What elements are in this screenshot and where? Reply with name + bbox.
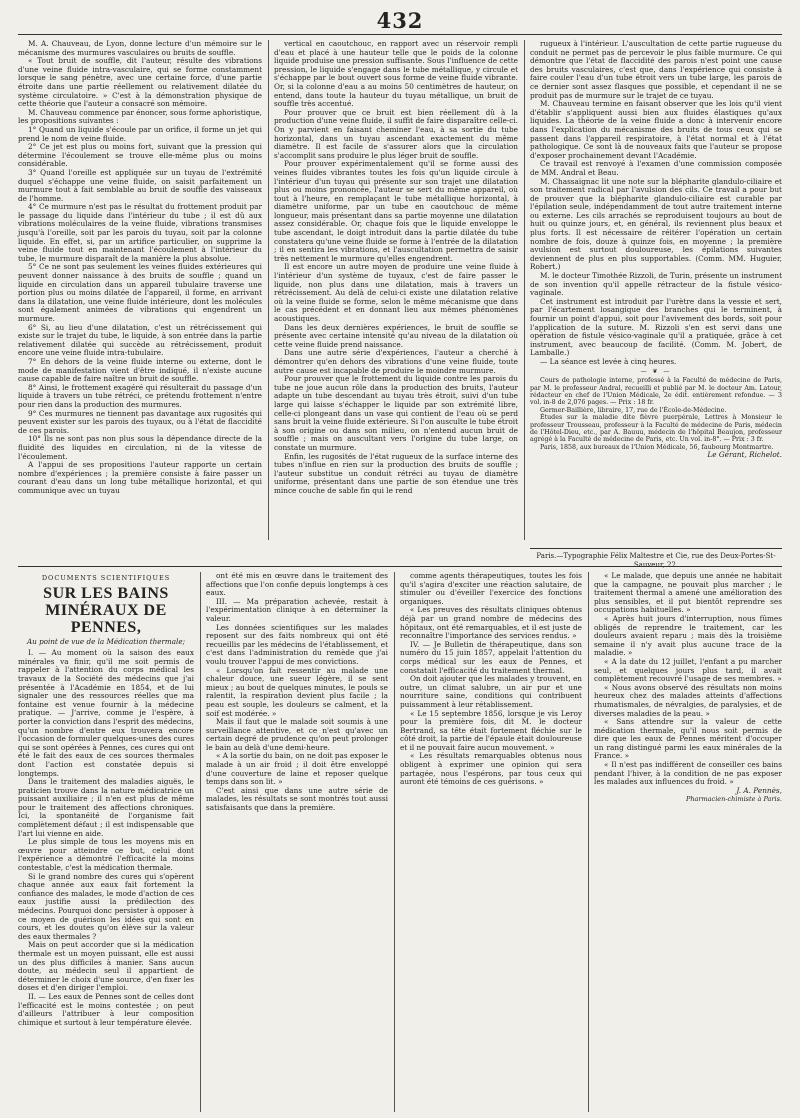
paragraph: Dans une autre série d'expériences, l'auteur a cherché à démontrer qu'en dehors des vibrations d'une veine fluide, toute autre cause est incapable de produire le moindre murmure. — [274, 348, 518, 375]
paragraph: « Le 15 septembre 1856, lorsque je vis Leroy pour la première fois, dit M. le docteur Bertrand, sa tête était fortement fléchie sur le côté droit, la partie de l'épaule était douloureuse et il ne pouvait faire aucun mouvement. » — [400, 708, 582, 752]
paragraph: M. A. Chauveau, de Lyon, donne lecture d'un mémoire sur le mécanisme des murmures vasculaires ou bruits de souffle. — [18, 39, 262, 57]
paragraph: On doit ajouter que les malades y trouvent, en outre, un climat salubre, un air pur et une nourriture saine, conditions qui contribuent puissamment à leur rétablissement. — [400, 674, 582, 709]
paragraph: « Après huit jours d'interruption, nous fûmes obligés de reprendre le traitement, car les douleurs avaient reparu ; mais dès la troisième semaine il n'y avait plus aucune trace de la maladie. » — [594, 613, 782, 658]
article-subtitle: Au point de vue de la Médication thermale; — [26, 636, 186, 646]
paragraph: vertical en caoutchouc, en rapport avec un réservoir rempli d'eau et placé à une hauteur telle que le poids de la colonne liquide produise une pression suffisante. Sous l'influence de cette pression, le liquide s'engage dans le tube métallique, y circule et s'échappe par le bout ouvert sous forme de veine fluide vibrante. Or, si la colonne d'eau a au moins 50 centimètres de hauteur, on entend, dans toute la hauteur du tuyau métallique, un bruit de souffle très accentué. — [274, 39, 518, 109]
paragraph: III. — Ma préparation achevée, restait à l'expérimentation clinique à en déterminer la valeur. — [206, 596, 388, 623]
paragraph: Mais on peut accorder que si la médication thermale est un moyen puissant, elle est aussi un des plus difficiles à manier. Sans aucun doute, au médecin seul il appartient de déterminer le choix d'une source, d'en fixer les doses et d'en diriger l'emploi. — [18, 940, 194, 993]
paragraph: — La séance est levée à cinq heures. — [540, 356, 677, 366]
paragraph: IV. — Je Bulletin de thérapeutique, dans son numéro du 15 juin 1857, appelait l'attention du corps médical sur les eaux de Pennes, et constatait l'efficacité du traitement thermal. — [400, 639, 582, 675]
author-role: Pharmacien-chimiste à Paris. — [685, 795, 782, 804]
header-rule — [18, 34, 782, 35]
paragraph: « Nous avons observé des résultats non moins heureux chez des malades atteints d'affections rhumatismales, de névralgies, de paralysies, et de diverses maladies de la peau. » — [594, 682, 782, 718]
gerant: Le Gérant, Richelot. — [707, 450, 782, 460]
paragraph: Dans les deux dernières expériences, le bruit de souffle se présente avec certaine intensité qu'au niveau de la dilatation où cette veine fluide prend naissance. — [274, 322, 518, 349]
column-divider — [200, 572, 201, 1112]
paragraph: Le plus simple de tous les moyens mis en œuvre pour atteindre ce but, celui dont l'expérience a démontré l'efficacité la moins contestable, c'est la médication thermale. — [18, 837, 194, 873]
paragraph: Pour prouver que le frottement du liquide contre les parois du tube ne joue aucun rôle dans la production des bruits, l'auteur adapte un tube descendant au tuyau très étroit, suivi d'un tube large qui laisse s'échapper le liquide par son extrémité libre, celle-ci plongeant dans un vase qui contient de l'eau où se perd sans bruit la veine fluide extérieure. Si l'on ausculte le tube étroit à son origine ou dans son milieu, on n'entend aucun bruit de souffle ; mais on auscultant vers l'origine du tube large, on constate un murmure. — [274, 374, 518, 452]
paragraph: « Tout bruit de souffle, dit l'auteur, résulte des vibrations d'une veine fluide intra-vasculaire, qui se forme constamment lorsque le sang pénètre, avec une certaine force, d'une partie étroite dans une partie réellement ou relativement dilatée du système circulatoire. » C'est à la démonstration physique de cette théorie que l'auteur a consacré son mémoire. — [18, 56, 262, 109]
section-label: DOCUMENTS SCIENTIFIQUES — [41, 574, 171, 582]
paragraph: M. Chauveau termine en faisant observer que les lois qu'il vient d'établir s'appliquent aussi bien aux fluides élastiques qu'aux liquides. La théorie de la veine fluide a donc à intervenir encore dans l'explication du mécanisme des bruits de tous ceux qui se passent dans l'appareil respiratoire, à l'état normal et à l'état pathologique. Ce sont là de nouveaux faits que l'auteur se propose d'exposer prochainement devant l'Académie. — [530, 99, 782, 160]
bottom-column-2 — [206, 572, 388, 1112]
paragraph: « Il n'est pas indifférent de conseiller ces bains pendant l'hiver, à la condition de ne pas exposer les malades aux influences du froid. » — [594, 760, 782, 787]
page-number: 432 — [376, 8, 424, 33]
paragraph: « Les preuves des résultats cliniques obtenus déjà par un grand nombre de médecins des hôpitaux, ont été remarquables, et il est juste de reconnaître l'importance des services rendus. » — [400, 605, 582, 641]
paragraph: 1° Quand un liquide s'écoule par un orifice, il forme un jet qui prend le nom de veine fluide. — [18, 124, 262, 143]
top-column-3 — [530, 40, 782, 540]
paragraph: Mais il faut que le malade soit soumis à une surveillance attentive, et ce n'est qu'avec un certain degré de prudence qu'on peut prolonger le bain au delà d'une demi-heure. — [206, 717, 388, 752]
paragraph: Germer-Baillière, libraire, 17, rue de l'École-de-Médecine. — [540, 406, 727, 414]
paragraph: 8° Ainsi, le frottement exagéré qui résulterait du passage d'un liquide à travers un tube rétréci, ce prétendu frottement n'entre pour rien dans la production des murmures. — [18, 382, 262, 409]
paragraph: A l'appui de ses propositions l'auteur rapporte un certain nombre d'expériences ; la première consiste à faire passer un courant d'eau dans un long tube métallique horizontal, et qui communique avec un tuyau — [18, 460, 262, 495]
separator-ornament: — ❦ — — [640, 367, 672, 375]
top-column-2 — [274, 40, 518, 540]
paragraph: Paris, 1858, aux bureaux de l'Union Médicale, 56, faubourg Montmartre. — [540, 443, 774, 451]
paragraph: 10° Ils ne sont pas non plus sous la dépendance directe de la fluidité des liquides en circulation, ni de la vitesse de l'écoulement. — [18, 434, 262, 461]
paragraph: M. le docteur Timothée Rizzoli, de Turin, présente un instrument de son invention qu'il appelle rétracteur de la fistule vésico-vaginale. — [530, 271, 782, 298]
paragraph: 5° Ce ne sont pas seulement les veines fluides extérieures qui peuvent donner naissance à des bruits de souffle ; quand un liquide en circulation dans un appareil tubulaire traverse une portion plus ou moins dilatée de l'appareil, il forme, en arrivant dans la dilatation, une veine fluide intérieure, dont les molécules sont également animées de vibrations qui engendrent un murmure. — [18, 262, 262, 323]
author-signature: J. A. Pennès, — [736, 785, 782, 795]
paragraph: ont été mis en œuvre dans le traitement des affections que l'on confie depuis longtemps à ces eaux. — [206, 571, 388, 598]
paragraph: Cet instrument est introduit par l'urètre dans la vessie et sert, par l'écartement losangique des branches qui le terminent, à fournir un point d'appui, soit pour l'avivement des bords, soit pour l'application de la suture. M. Rizzoli s'en est servi dans une opération de fistule vésico-vaginale qu'il a pratiquée, grâce à cet instrument, avec beaucoup de facilité. (Comm. M. Jobert, de Lamballe.) — [530, 296, 782, 358]
column-divider — [524, 40, 525, 540]
column-divider — [394, 572, 395, 1112]
paragraph: Il est encore un autre moyen de produire une veine fluide à l'intérieur d'un système de tuyaux, c'est de faire passer le liquide, non plus dans une dilatation, mais à travers un rétrécissement. Au delà de celui-ci existe une dilatation relative où la veine fluide se forme, selon le même mécanisme que dans le cas précédent et en donnant lieu aux mêmes phénomènes acoustiques. — [274, 262, 518, 323]
paragraph: 9° Ces murmures ne tiennent pas davantage aux rugosités qui peuvent exister sur les parois des tuyaux, ou à l'état de flaccidité de ces parois. — [18, 408, 262, 435]
bottom-column-1 — [18, 572, 194, 1112]
paragraph: Enfin, les rugosités de l'état rugueux de la surface interne des tubes n'influe en rien sur la production des bruits de souffle ; l'auteur substitue un conduit rétréci au tuyau de diamètre uniforme, présentant dans une partie de son étendue une très mince couche de sable fin qui le rend — [274, 451, 518, 495]
paragraph: 3° Quand l'oreille est appliquée sur un tuyau de l'extrémité duquel s'échappe une veine fluide, on saisit parfaitement un murmure tout à fait semblable au bruit de souffle des vaisseaux de l'homme. — [18, 167, 262, 203]
bottom-column-3 — [400, 572, 582, 1112]
column-divider — [588, 572, 589, 1112]
imprint: Paris.—Typographie Félix Maltestre et Cie, rue des Deux-Portes-St-Sauveur, 22. — [536, 552, 776, 569]
paragraph: « A la sortie du bain, on ne doit pas exposer le malade à un air froid ; il doit être enveloppé d'une couverture de laine et reposer quelque temps dans son lit. » — [206, 751, 388, 787]
column-divider — [268, 40, 269, 540]
academy-report — [530, 40, 782, 367]
paragraph: Si le grand nombre des cures qui s'opèrent chaque année aux eaux fait fortement la confiance des malades, le mode d'action de ces eaux justifie aussi la prédilection des médecins. Pourquoi donc persister à opposer à ce moyen de guérison les idées qui sont en cours, et les doutes qu'on élève sur la valeur des eaux thermales ? — [18, 871, 194, 941]
paragraph: « Les résultats remarquables obtenus nous obligent à exprimer une opinion qui sera partagée, nous l'espérons, par tous ceux qui auront été témoins de ces guérisons. » — [400, 751, 582, 787]
paragraph: C'est ainsi que dans une autre série de malades, les résultats se sont montrés tout aussi satisfaisants que dans la première. — [206, 785, 388, 813]
paragraph: II. — Les eaux de Pennes sont de celles dont l'efficacité est le moins contestée ; on peut d'ailleurs l'attribuer à leur composition chimique et surtout à leur température élevée. — [18, 991, 194, 1027]
bibliography-ads — [530, 377, 782, 451]
paragraph: M. Chassaignac lit une note sur la blépharite glandulo-ciliaire et son traitement radical par l'avulsion des cils. Ce travail a pour but de prouver que la blépharite glandulo-ciliaire est curable par l'épilation seule, indépendamment de tout autre traitement interne ou externe. Les cils arrachés se reproduisent toujours au bout de huit ou quinze jours, et, en général, ils reviennent plus beaux et plus forts. Il est nécessaire de réitérer l'opération un certain nombre de fois, douze à quinze fois, en moyenne ; la première avulsion est surtout douloureuse, les épilations suivantes deviennent de plus en plus supportables. (Comm. MM. Huguier, Robert.) — [530, 176, 782, 272]
paragraph: Pour prouver que ce bruit est bien réellement dû à la production d'une veine fluide, il suffit de faire disparaître celle-ci. On y parvient en faisant cheminer l'eau, à sa sortie du tube horizontal, dans un tuyau ascendant exactement du même diamètre. Il est facile de s'assurer alors que la circulation s'accomplit sans produire le plus léger bruit de souffle. — [274, 107, 518, 160]
paragraph: comme agents thérapeutiques, toutes les fois qu'il s'agira d'exciter une réaction salutaire, de stimuler ou d'éveiller l'exercice des fonctions organiques. — [400, 571, 582, 606]
paragraph: 6° Si, au lieu d'une dilatation, c'est un rétrécissement qui existe sur le trajet du tube, le liquide, à son entrée dans la partie relativement dilatée qui succède au rétrécissement, produit encore une veine fluide intra-tubulaire. — [18, 322, 262, 358]
section-rule — [18, 566, 782, 567]
paragraph: Études sur la maladie dite fièvre puerpérale, Lettres à Monsieur le professeur Trousseau, professeur à la Faculté de médecine de Paris, médecin de l'Hôtel-Dieu, etc., par A. Bauuu, médecin de l'hôpital Beaujon, professeur agrégé à la Faculté de médecine de Paris, etc. Un vol. in-8°. — Prix : 3 fr. — [530, 414, 782, 444]
paragraph: I. — Au moment où la saison des eaux minérales va finir, qu'il me soit permis de rappeler à l'attention du corps médical les travaux de la Société des médecins que j'ai présentée à l'Académie en 1854, et de lui signaler une des ressources réelles que ma fontaine est venue fournir à la médecine pratique. — J'arrive, comme je l'espère, à porter la conviction dans l'esprit des médecins, qu'un nombre d'entre eux trouvera encore l'occasion de formuler quelques-unes des cures qui se sont opérées à Pennes, ces cures qui ont été le fait des eaux de ces sources thermales dont l'action est constatée depuis si longtemps. — [18, 648, 194, 778]
paragraph: Dans le traitement des maladies aiguës, le praticien trouve dans la nature médicatrice un puissant auxiliaire ; il n'en est plus de même pour le traitement des affections chroniques. Ici, la spontanéité de l'organisme fait complètement défaut ; il est indispensable que l'art lui vienne en aide. — [18, 777, 194, 838]
paragraph: « Lorsqu'on fait ressentir au malade une chaleur douce, une sueur légère, il se sent mieux ; au bout de quelques minutes, le pouls se ralentit, la respiration devient plus facile ; la peau est souple, les douleurs se calment, et la soif est modérée. » — [206, 665, 388, 718]
paragraph: Les données scientifiques sur les malades reposent sur des faits nombreux qui ont été recueillis par les médecins de l'établissement, et c'est dans l'administration du remède que j'ai voulu trouver l'appui de mes convictions. — [206, 622, 388, 666]
paragraph: Ce travail est renvoyé à l'examen d'une commission composée de MM. Andral et Beau. — [530, 159, 782, 177]
paragraph: « Sans attendre sur la valeur de cette médication thermale, qu'il nous soit permis de dire que les eaux de Pennes méritent d'occuper un rang distingué parmi les eaux minérales de la France. » — [594, 717, 782, 761]
paragraph: « Le malade, que depuis une année ne habitait que la campagne, ne pouvait plus marcher ; le traitement thermal a amené une amélioration des plus sensibles, et il put bientôt reprendre ses occupations habituelles. » — [594, 571, 782, 615]
imprint-rule — [530, 548, 782, 549]
top-column-1 — [18, 40, 262, 540]
paragraph: 4° Ce murmure n'est pas le résultat du frottement produit par le passage du liquide dans l'intérieur du tube ; il est dû aux vibrations moléculaires de la veine fluide, vibrations transmises jusqu'à l'oreille, soit par les parois du tuyau, soit par la colonne liquide. En effet, si, par un artifice particulier, on supprime la veine fluide tout en maintenant l'écoulement à l'intérieur du tube, le murmure disparaît de la manière la plus absolue. — [18, 202, 262, 263]
paragraph: Pour prouver expérimentalement qu'il se forme aussi des veines fluides vibrantes toutes les fois qu'un liquide circule à l'intérieur d'un tuyau qui présente sur son trajet une dilatation plus ou moins prononcée, l'auteur se sert du même appareil, où tout à l'heure, en remplaçant le tube métallique horizontal, à diamètre uniforme, par un tube en caoutchouc de même longueur, mais présentant dans sa partie moyenne une dilatation assez considérable. Or, chaque fois que le liquide enveloppe le tube ascendant, le doigt introduit dans la partie dilatée du tube constatera qu'une veine fluide se forme à l'entrée de la dilatation ; il en sentira les vibrations, et l'auscultation permettra de saisir très nettement le murmure qu'elles engendrent. — [274, 159, 518, 263]
paragraph: Cours de pathologie interne, professé à la Faculté de médecine de Paris, par M. le professeur Andral, recueilli et publié par M. le docteur Am. Latour, rédacteur en chef de l'Union Médicale, 2e édit. entièrement refondue. — 3 vol. in-8 de 2,076 pages. — Prix : 18 fr. — [530, 377, 782, 407]
paragraph: 2° Ce jet est plus ou moins fort, suivant que la pression qui détermine l'écoulement se trouve elle-même plus ou moins considérable. — [18, 142, 262, 169]
paragraph: « A la date du 12 juillet, l'enfant a pu marcher seul, et quelques jours plus tard, il avait complètement recouvré l'usage de ses membres. » — [594, 656, 782, 684]
paragraph: rugueux à l'intérieur. L'auscultation de cette partie rugueuse du conduit ne permet pas de percevoir le plus faible murmure. Ce qui démontre que l'état de flaccidité des parois n'est point une cause des bruits vasculaires, c'est que, dans l'expérience qui consiste à faire couler l'eau d'un tube étroit vers un tube large, les parois de ce dernier sont assez flasques que possible, et cependant il ne se produit pas de murmure sur le trajet de ce tuyau. — [530, 39, 782, 100]
article-title: SUR LES BAINS MINÉRAUX DE PENNES, — [43, 584, 169, 636]
paragraph: 7° En dehors de la veine fluide interne ou externe, dont le mode de manifestation vient d'être indiqué, il n'existe aucune cause capable de faire naître un bruit de souffle. — [18, 356, 262, 384]
bottom-column-4 — [594, 572, 782, 1112]
paragraph: M. Chauveau commence par énoncer, sous forme aphoristique, les propositions suivantes : — [18, 107, 262, 126]
